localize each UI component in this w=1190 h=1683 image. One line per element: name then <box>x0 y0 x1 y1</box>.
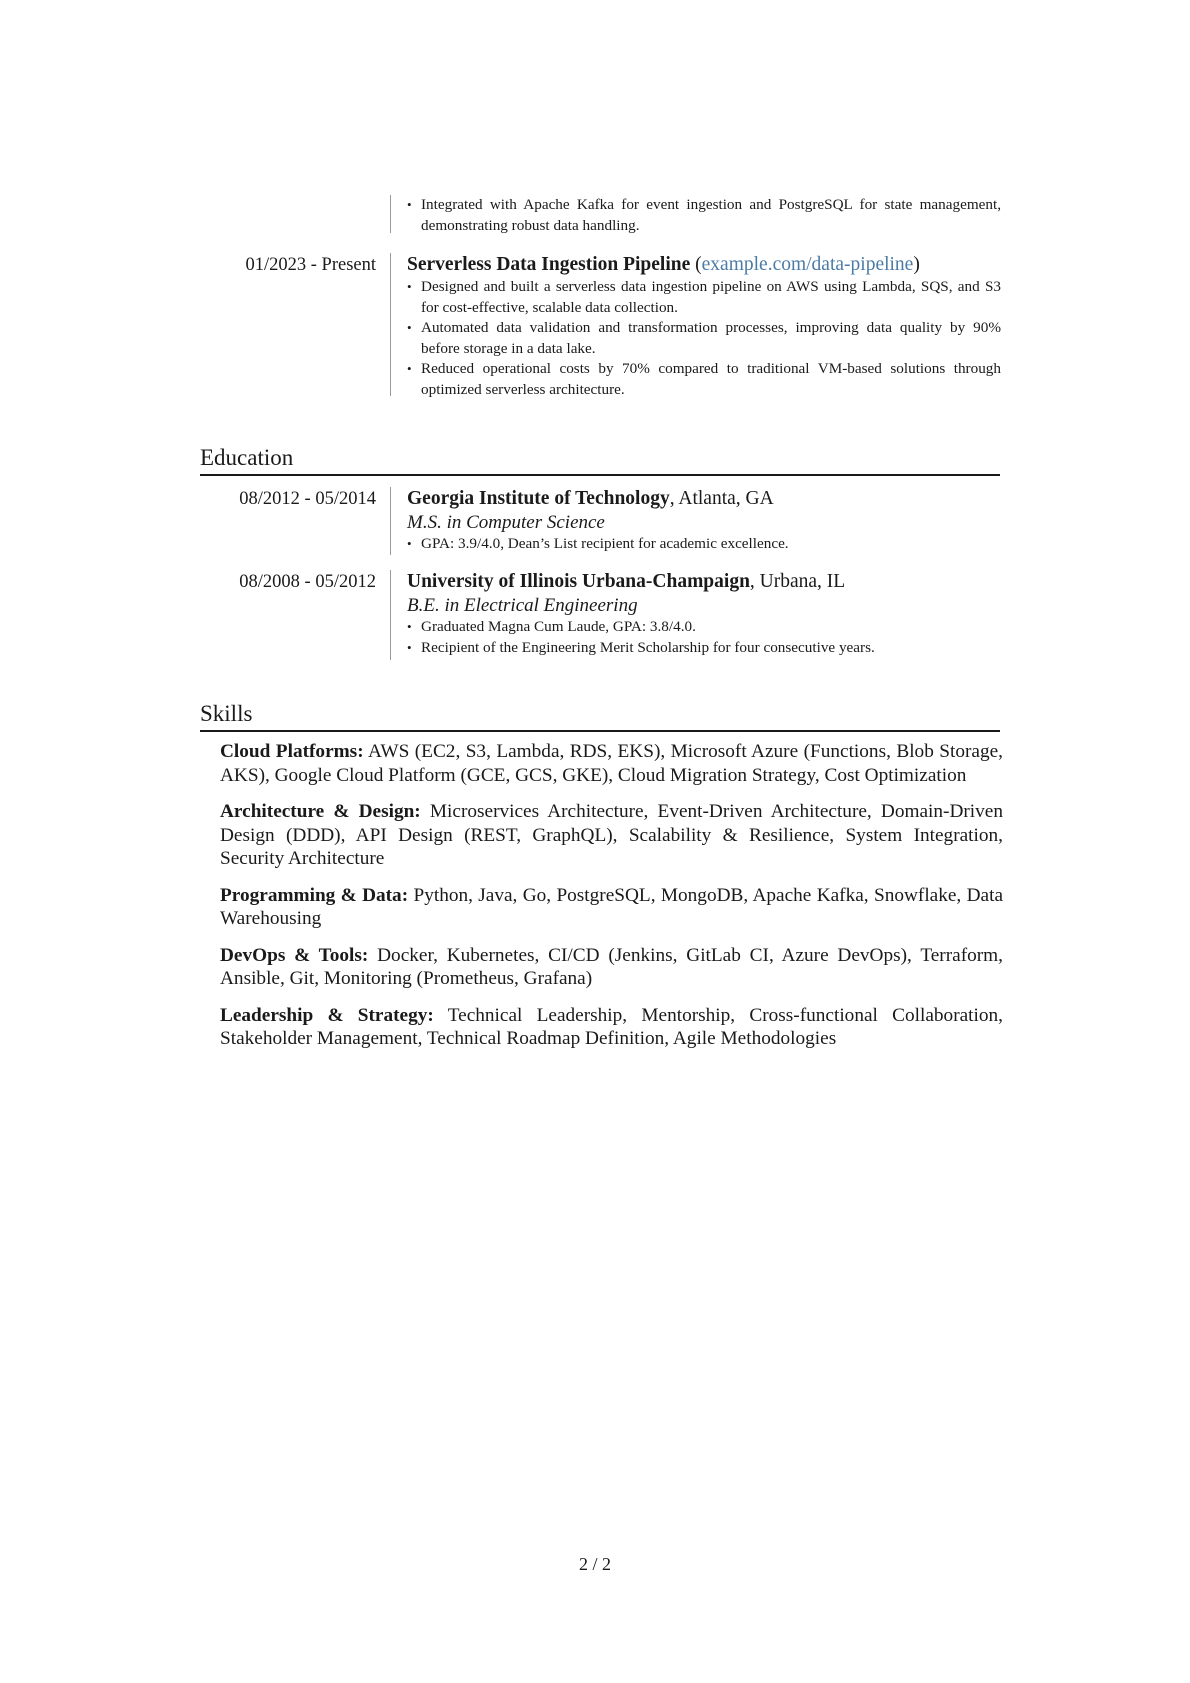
timeline-rule <box>390 195 391 233</box>
skill-label: Cloud Platforms: <box>220 741 364 762</box>
bullet-item: • Recipient of the Engineering Merit Scholarship for four consecutive years. <box>407 638 1001 659</box>
skill-text: Microservices Architecture, Event-Driven Architecture, Domain-Driven Design (DDD), API Design (REST, GraphQL), Scalability & Resilience, System Integration, Security Architecture <box>220 801 1003 869</box>
project-title: Serverless Data Ingestion Pipeline <box>407 254 691 275</box>
entry-body <box>407 487 1001 555</box>
institution-line <box>407 487 1001 511</box>
entry-date: 08/2008 - 05/2012 <box>239 572 376 592</box>
project-title-line: Serverless Data Ingestion Pipeline (example.com/data-pipeline) <box>407 254 920 275</box>
skill-item <box>220 1004 1003 1051</box>
timeline-rule <box>390 253 391 396</box>
bullet-list <box>407 195 1001 236</box>
skill-text: Docker, Kubernetes, CI/CD (Jenkins, GitLab CI, Azure DevOps), Terraform, Ansible, Git, Monitoring (Prometheus, Grafana) <box>220 944 1004 989</box>
entry-date: 08/2012 - 05/2014 <box>239 489 376 509</box>
skill-label: DevOps & Tools: <box>220 944 369 966</box>
education-entry <box>200 487 1000 555</box>
education-entry <box>200 570 1000 660</box>
bullet-item: • Automated data validation and transformation processes, improving data quality by 90% before storage in a data lake. <box>407 318 1001 359</box>
bullet-item: • GPA: 3.9/4.0, Dean’s List recipient for academic excellence. <box>407 534 1001 555</box>
bullet-list <box>407 534 1001 555</box>
project-entry <box>200 253 1000 396</box>
bullet-item: • Reduced operational costs by 70% compared to traditional VM-based solutions through optimized serverless architecture. <box>407 359 1001 400</box>
entry-body <box>407 195 1001 236</box>
project-link[interactable]: example.com/data-pipeline <box>701 254 914 275</box>
institution-name: Georgia Institute of Technology <box>407 488 670 509</box>
skill-label: Programming & Data: <box>220 884 409 906</box>
continued-entry <box>200 195 1000 233</box>
degree: B.E. in Electrical Engineering <box>407 595 638 616</box>
skill-label: Leadership & Strategy: <box>220 1004 434 1026</box>
page-number: 2 / 2 <box>578 1554 611 1574</box>
skills-list <box>220 740 1003 1064</box>
bullet-item: • Integrated with Apache Kafka for event ingestion and PostgreSQL for state management, demonstrating robust data handling. <box>407 195 1001 236</box>
bullet-list <box>407 617 1001 658</box>
entry-date: 01/2023 - Present <box>245 255 376 275</box>
bullet-list <box>407 277 1001 400</box>
skill-item <box>220 944 1003 991</box>
degree: M.S. in Computer Science <box>407 512 605 533</box>
education-heading: Education <box>200 444 1000 476</box>
skill-item <box>220 800 1003 871</box>
bullet-item: • Designed and built a serverless data ingestion pipeline on AWS using Lambda, SQS, and S3 for cost-effective, scalable data collection. <box>407 277 1001 318</box>
skill-text: Technical Leadership, Mentorship, Cross-functional Collaboration, Stakeholder Management, Technical Roadmap Definition, Agile Methodologies <box>220 1004 1003 1049</box>
skills-heading: Skills <box>200 700 1000 732</box>
entry-body <box>407 570 1001 658</box>
entry-body <box>407 253 1001 400</box>
skill-item <box>220 740 1003 787</box>
timeline-rule <box>390 570 391 660</box>
institution-name: University of Illinois Urbana-Champaign <box>407 571 750 592</box>
skill-text: AWS (EC2, S3, Lambda, RDS, EKS), Microsoft Azure (Functions, Blob Storage, AKS), Google Cloud Platform (GCE, GCS, GKE), Cloud Migration Strategy, Cost Optimization <box>220 741 1003 786</box>
institution-location: , Atlanta, GA <box>669 488 774 509</box>
skill-item <box>220 884 1003 931</box>
timeline-rule <box>390 487 391 555</box>
skill-text: Python, Java, Go, PostgreSQL, MongoDB, Apache Kafka, Snowflake, Data Warehousing <box>220 884 1003 929</box>
institution-line <box>407 570 1001 594</box>
skill-label: Architecture & Design: <box>220 801 421 822</box>
institution-location: , Urbana, IL <box>749 571 846 592</box>
bullet-item: • Graduated Magna Cum Laude, GPA: 3.8/4.0. <box>407 617 1001 638</box>
